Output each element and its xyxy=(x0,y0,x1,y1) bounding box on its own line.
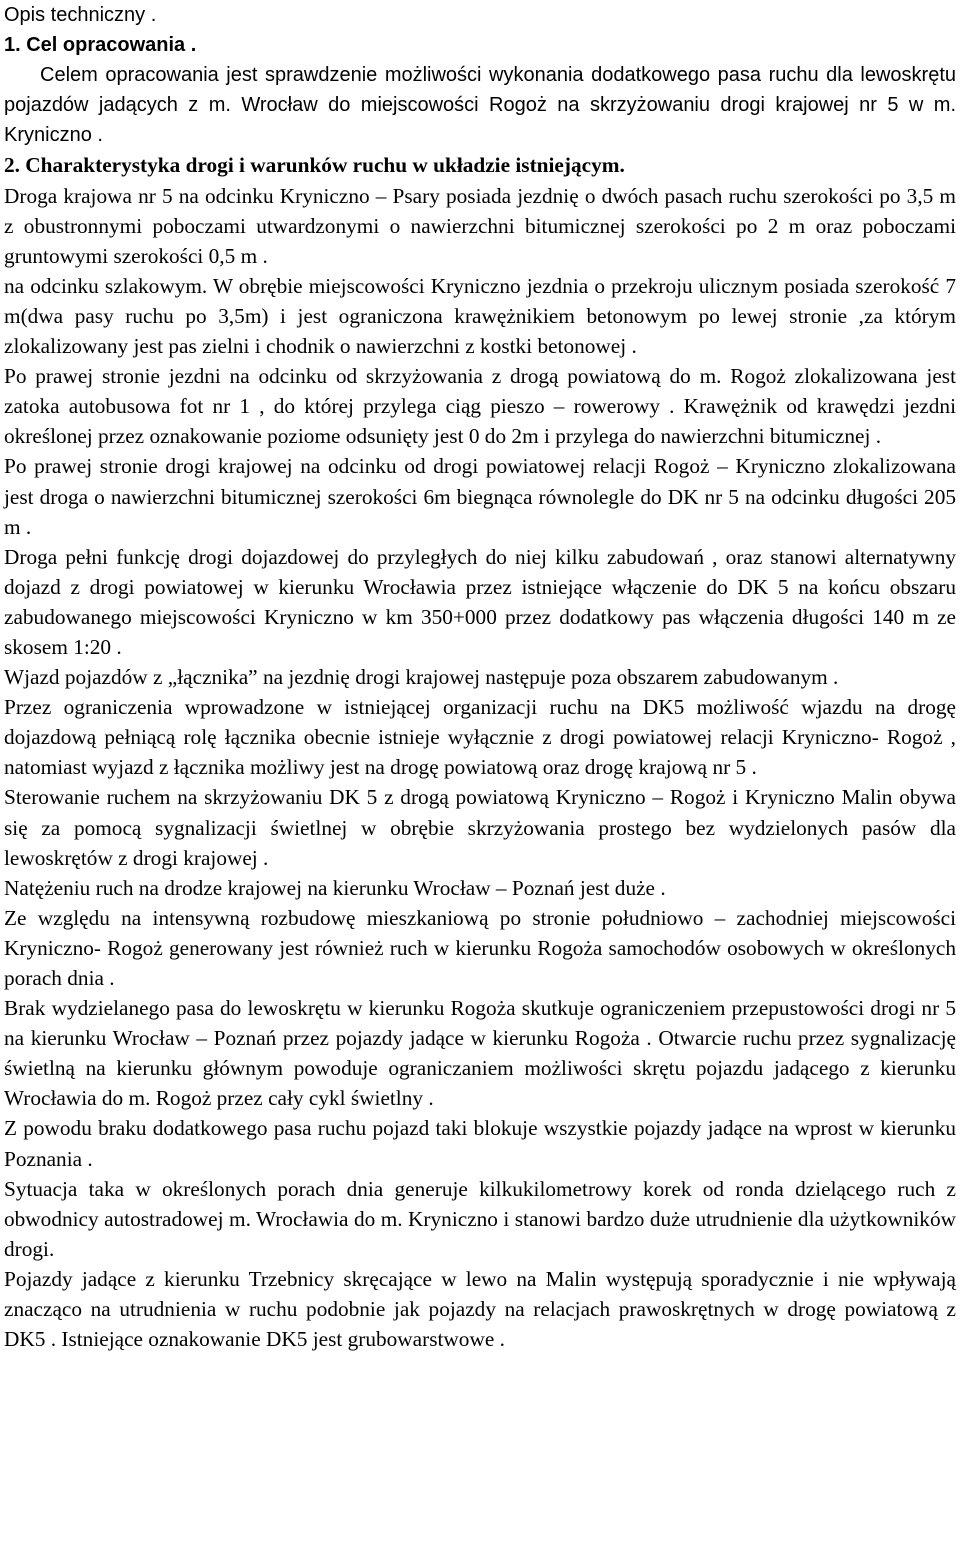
paragraph: Wjazd pojazdów z „łącznika” na jezdnię drogi krajowej następuje poza obszarem zabudowanym . xyxy=(4,665,839,690)
paragraph: Droga pełni funkcję drogi dojazdowej do przyległych do niej kilku zabudowań , oraz stanowi alternatywny dojazd z drogi powiatowej w kierunku Wrocławia przez istniejące włączenie do DK 5 na końcu obszaru zabudowanego miejscowości Kryniczno w km 350+000 przez dodatkowy pas włączenia długości 140 m ze skosem 1:20 . xyxy=(4,544,956,659)
paragraph: Sterowanie ruchem na skrzyżowaniu DK 5 z drogą powiatową Kryniczno – Rogoż i Kryniczno Malin obywa się za pomocą sygnalizacji świetlnej w obrębie skrzyżowania prostego bez wydzielonych pasów dla lewoskrętów z drogi krajowej . xyxy=(4,785,956,870)
paragraph: Natężeniu ruch na drodze krajowej na kierunku Wrocław – Poznań jest duże . xyxy=(4,875,666,900)
paragraph: Brak wydzielanego pasa do lewoskrętu w kierunku Rogoża skutkuje ograniczeniem przepustowości drogi nr 5 na kierunku Wrocław – Poznań przez pojazdy jadące w kierunku Rogoża . Otwarcie ruchu przez sygnalizację świetlną na kierunku głównym powoduje ograniczaniem możliwości skrętu pojazdu jadącego z kierunku Wrocławia do m. Rogoż przez cały cykl świetlny . xyxy=(4,996,956,1111)
paragraph: Po prawej stronie drogi krajowej na odcinku od drogi powiatowej relacji Rogoż – Kryniczno zlokalizowana jest droga o nawierzchni bitumicznej szerokości 6m biegnąca równolegle do DK nr 5 na odcinku długości 205 m . xyxy=(4,454,956,539)
paragraph: Sytuacja taka w określonych porach dnia generuje kilkukilometrowy korek od ronda dzielącego ruch z obwodnicy autostradowej m. Wrocławia do m. Kryniczno i stanowi bardzo duże utrudnienie dla użytkowników drogi. xyxy=(4,1176,956,1261)
paragraph: Z powodu braku dodatkowego pasa ruchu pojazd taki blokuje wszystkie pojazdy jadące na wprost w kierunku Poznania . xyxy=(4,1116,956,1171)
paragraph: Ze względu na intensywną rozbudowę mieszkaniową po stronie południowo – zachodniej miejscowości Kryniczno- Rogoż generowany jest również ruch w kierunku Rogoża samochodów osobowych w określonych porach dnia . xyxy=(4,905,956,990)
paragraph: na odcinku szlakowym. W obrębie miejscowości Kryniczno jezdnia o przekroju ulicznym posiada szerokość 7 m(dwa pasy ruchu po 3,5m) i jest ograniczona krawężnikiem betonowym po lewej stronie ,za którym zlokalizowany jest pas zielni i chodnik o nawierzchni z kostki betonowej . xyxy=(4,273,956,359)
document-page xyxy=(4,0,956,1354)
section-1-text: Celem opracowania jest sprawdzenie możliwości wykonania dodatkowego pasa ruchu dla lewoskrętu pojazdów jadących z m. Wrocław do miejscowości Rogoż na skrzyżowaniu drogi krajowej nr 5 w m. Kryniczno . xyxy=(4,64,956,147)
document-header: Opis techniczny . xyxy=(4,4,157,26)
paragraph: Pojazdy jadące z kierunku Trzebnicy skręcające w lewo na Malin występują sporadycznie i nie wpływają znacząco na utrudnienia w ruchu podobnie jak pojazdy na relacjach prawoskrętnych w drogę powiatową z DK5 . Istniejące oznakowanie DK5 jest grubowarstwowe . xyxy=(4,1266,956,1352)
section-2-heading: 2. Charakterystyka drogi i warunków ruchu w układzie istniejącym. xyxy=(4,153,625,178)
section-1-heading: 1. Cel opracowania . xyxy=(4,34,197,57)
paragraph: Po prawej stronie jezdni na odcinku od skrzyżowania z drogą powiatową do m. Rogoż zlokalizowana jest zatoka autobusowa fot nr 1 , do której przylega ciąg pieszo – rowerowy . Krawężnik od krawędzi jezdni określonej przez oznakowanie poziome odsunięty jest 0 do 2m i przylega do nawierzchni bitumicznej . xyxy=(4,364,956,449)
paragraph: Droga krajowa nr 5 na odcinku Kryniczno – Psary posiada jezdnię o dwóch pasach ruchu szerokości po 3,5 m z obustronnymi poboczami utwardzonymi o nawierzchni bitumicznej szerokości po 2 m oraz poboczami gruntowymi szerokości 0,5 m . xyxy=(4,183,956,268)
paragraph: Przez ograniczenia wprowadzone w istniejącej organizacji ruchu na DK5 możliwość wjazdu na drogę dojazdową pełniącą rolę łącznika obecnie istnieje wyłącznie z drogi powiatowej relacji Kryniczno- Rogoż , natomiast wyjazd z łącznika możliwy jest na drogę powiatową oraz drogę krajową nr 5 . xyxy=(4,695,956,780)
